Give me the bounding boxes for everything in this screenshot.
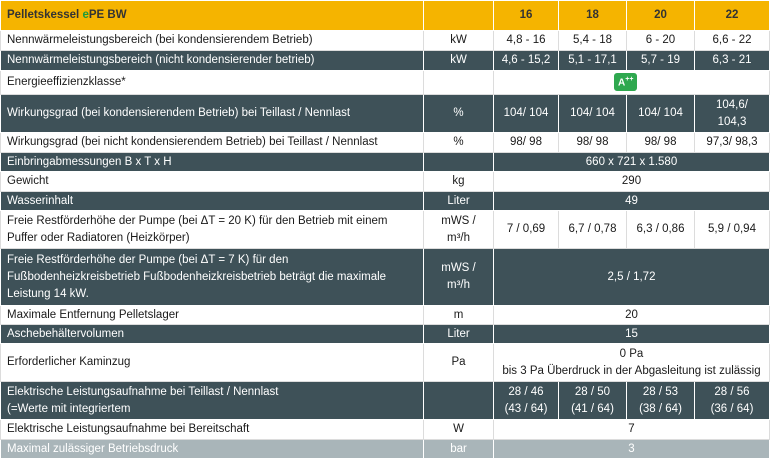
row-unit: W xyxy=(424,420,494,440)
row-label: Energieeffizienzklasse* xyxy=(1,71,424,95)
row-label: Maximale Entfernung Pelletslager xyxy=(1,306,424,325)
row-label: Wirkungsgrad (bei kondensierendem Betrieb) bei Teillast / Nennlast xyxy=(1,95,424,133)
row-label: Gewicht xyxy=(1,172,424,192)
cell-22: 6,6 - 22 xyxy=(695,31,770,51)
table-row xyxy=(1,95,770,133)
cell-all-models: 49 xyxy=(494,192,770,211)
row-unit: mWS / m³/h xyxy=(424,249,494,306)
product-title: Pelletskessel ePE BW xyxy=(1,1,424,31)
table-row xyxy=(1,249,770,306)
row-unit: kW xyxy=(424,31,494,51)
row-unit: m xyxy=(424,306,494,325)
cell-22: 104,6/ 104,3 xyxy=(695,95,770,133)
cell-22: 97,3/ 98,3 xyxy=(695,133,770,153)
cell-all-models: 3 xyxy=(494,440,770,459)
cell-20: 104/ 104 xyxy=(627,95,695,133)
row-label: Freie Restförderhöhe der Pumpe (bei ΔT = 20 K) für den Betrieb mit einem Puffer oder Radiatoren (Heizkörper) xyxy=(1,211,424,249)
energy-class-cell xyxy=(494,71,770,95)
cell-16: 98/ 98 xyxy=(494,133,559,153)
cell-16: 104/ 104 xyxy=(494,95,559,133)
cell-20: 6 - 20 xyxy=(627,31,695,51)
cell-22: 5,9 / 0,94 xyxy=(695,211,770,249)
row-unit xyxy=(424,382,494,420)
row-label: Einbringabmessungen B x T x H xyxy=(1,153,424,172)
cell-16: 28 / 46 (43 / 64) xyxy=(494,382,559,420)
row-label: Nennwärmeleistungsbereich (nicht kondensierender betrieb) xyxy=(1,51,424,71)
cell-all-models: 0 Pa bis 3 Pa Überdruck in der Abgasleitung ist zulässig xyxy=(494,344,770,382)
row-unit xyxy=(424,71,494,95)
table-row xyxy=(1,440,770,459)
cell-all-models: 660 x 721 x 1.580 xyxy=(494,153,770,172)
row-label: Wasserinhalt xyxy=(1,192,424,211)
cell-all-models: 290 xyxy=(494,172,770,192)
cell-16: 7 / 0,69 xyxy=(494,211,559,249)
cell-18: 6,7 / 0,78 xyxy=(559,211,627,249)
cell-all-models: 15 xyxy=(494,325,770,344)
cell-20: 5,7 - 19 xyxy=(627,51,695,71)
cell-18: 28 / 50 (41 / 64) xyxy=(559,382,627,420)
row-unit: kW xyxy=(424,51,494,71)
cell-22: 6,3 - 21 xyxy=(695,51,770,71)
model-22: 22 xyxy=(695,1,770,31)
table-row xyxy=(1,71,770,95)
cell-18: 104/ 104 xyxy=(559,95,627,133)
cell-18: 5,1 - 17,1 xyxy=(559,51,627,71)
cell-all-models: 7 xyxy=(494,420,770,440)
table-row xyxy=(1,344,770,382)
row-label: Aschebehältervolumen xyxy=(1,325,424,344)
row-unit: mWS / m³/h xyxy=(424,211,494,249)
table-row xyxy=(1,192,770,211)
row-unit: bar xyxy=(424,440,494,459)
row-label: Wirkungsgrad (bei nicht kondensierendem Betrieb) bei Teillast / Nennlast xyxy=(1,133,424,153)
table-row xyxy=(1,306,770,325)
table-row xyxy=(1,325,770,344)
row-unit: Liter xyxy=(424,325,494,344)
header-row xyxy=(1,1,770,31)
cell-18: 5,4 - 18 xyxy=(559,31,627,51)
cell-20: 6,3 / 0,86 xyxy=(627,211,695,249)
row-label: Freie Restförderhöhe der Pumpe (bei ΔT = 7 K) für den Fußbodenheizkreisbetrieb Fußbodenheizkreisbetrieb beträgt die maximale Leistung 14 kW. xyxy=(1,249,424,306)
table-row xyxy=(1,31,770,51)
row-label: Erforderlicher Kaminzug xyxy=(1,344,424,382)
row-unit: kg xyxy=(424,172,494,192)
row-label: Elektrische Leistungsaufnahme bei Bereitschaft xyxy=(1,420,424,440)
row-unit: Liter xyxy=(424,192,494,211)
energy-class-badge: A++ xyxy=(614,73,637,90)
model-16: 16 xyxy=(494,1,559,31)
row-label: Maximal zulässiger Betriebsdruck xyxy=(1,440,424,459)
table-row xyxy=(1,153,770,172)
cell-16: 4,6 - 15,2 xyxy=(494,51,559,71)
cell-all-models: 20 xyxy=(494,306,770,325)
table-row xyxy=(1,211,770,249)
table-row xyxy=(1,382,770,420)
row-unit: % xyxy=(424,133,494,153)
row-unit xyxy=(424,153,494,172)
model-18: 18 xyxy=(559,1,627,31)
row-unit: % xyxy=(424,95,494,133)
table-row xyxy=(1,133,770,153)
cell-16: 4,8 - 16 xyxy=(494,31,559,51)
row-label: Nennwärmeleistungsbereich (bei kondensierendem Betrieb) xyxy=(1,31,424,51)
table-row xyxy=(1,420,770,440)
model-20: 20 xyxy=(627,1,695,31)
table-row xyxy=(1,172,770,192)
row-label: Elektrische Leistungsaufnahme bei Teillast / Nennlast (=Werte mit integriertem xyxy=(1,382,424,420)
cell-20: 98/ 98 xyxy=(627,133,695,153)
row-unit: Pa xyxy=(424,344,494,382)
cell-20: 28 / 53 (38 / 64) xyxy=(627,382,695,420)
cell-all-models: 2,5 / 1,72 xyxy=(494,249,770,306)
cell-18: 98/ 98 xyxy=(559,133,627,153)
unit-header xyxy=(424,1,494,31)
table-row xyxy=(1,51,770,71)
cell-22: 28 / 56 (36 / 64) xyxy=(695,382,770,420)
